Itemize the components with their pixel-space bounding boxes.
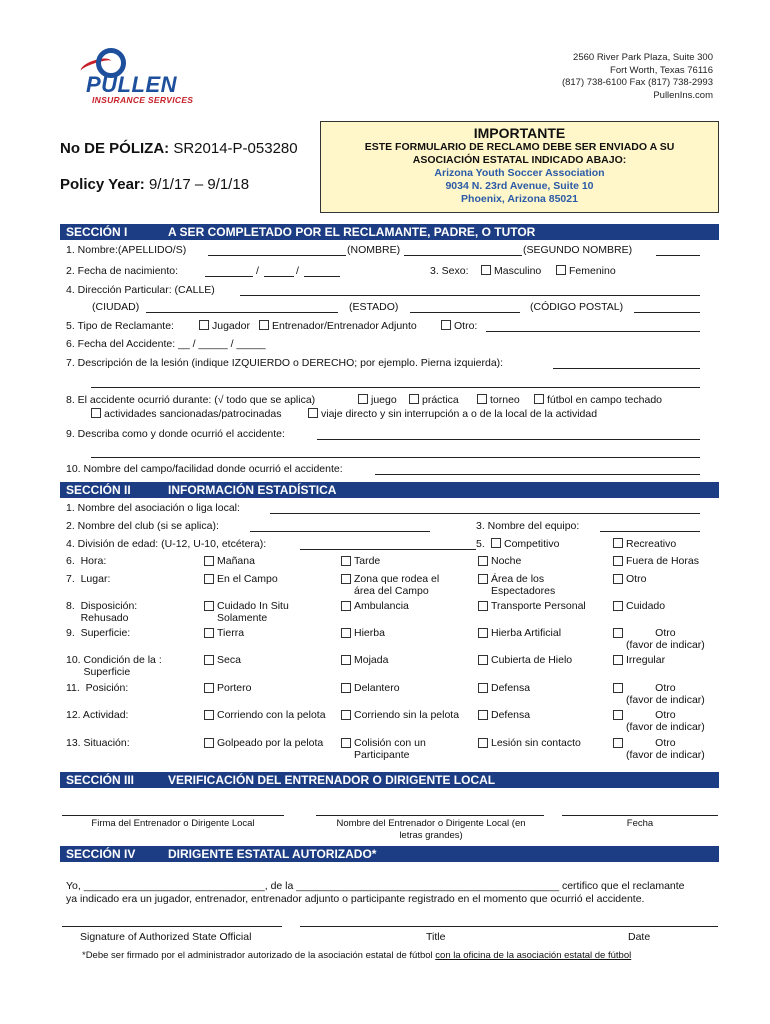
policy-number-value: SR2014-P-053280: [173, 140, 298, 157]
city-label: (CIUDAD): [92, 301, 140, 313]
association-street: 9034 N. 23rd Avenue, Suite 10: [445, 180, 594, 192]
section-label: SECCIÓN III: [66, 773, 135, 787]
option-label: Otro: [626, 573, 647, 585]
option-label: Jugador: [212, 320, 250, 332]
address-phone: (817) 738-6100 Fax (817) 738-2993: [561, 77, 713, 88]
checkbox-icon[interactable]: [613, 628, 623, 638]
option-label: práctica: [422, 394, 459, 406]
sex-female[interactable]: [556, 265, 616, 277]
coach-date-label: Fecha: [626, 818, 654, 829]
option-label: Cubierta de Hielo: [491, 654, 573, 666]
address-line: Fort Worth, Texas 76116: [610, 64, 713, 76]
option-label: Corriendo con la pelota: [217, 709, 326, 721]
checkbox-icon[interactable]: [341, 601, 351, 611]
team-field[interactable]: [600, 531, 700, 532]
dob-separator: /: [256, 265, 259, 277]
checkbox-icon[interactable]: [341, 628, 351, 638]
checkbox-icon[interactable]: [341, 710, 351, 720]
zip-field[interactable]: [634, 312, 700, 313]
stat-option[interactable]: [613, 682, 705, 706]
accident-during-label: 8. El accidente ocurrió durante: (√ todo que se aplica): [66, 394, 316, 406]
claimant-type-label: 5. Tipo de Reclamante:: [66, 320, 174, 332]
stat-option[interactable]: [341, 600, 409, 612]
stat-row-label: 10. Condición de la : Superficie: [66, 654, 162, 678]
stat-option[interactable]: [613, 627, 705, 651]
checkbox-icon[interactable]: [204, 683, 214, 693]
checkbox-icon[interactable]: [534, 394, 544, 404]
policy-number-label: No DE PÓLIZA:: [60, 140, 170, 157]
option-label: Otro (favor de indicar): [626, 682, 705, 706]
option-label: Portero: [217, 682, 252, 694]
address-line: 2560 River Park Plaza, Suite 300: [573, 52, 713, 63]
stat-option[interactable]: [341, 654, 388, 666]
option-label: Seca: [217, 654, 241, 666]
option-label: viaje directo y sin interrupción a o de la local de la actividad: [321, 408, 598, 420]
club-label: 2. Nombre del club (si se aplica):: [66, 520, 219, 532]
option-label: Femenino: [569, 265, 616, 277]
claimant-player[interactable]: [199, 320, 250, 332]
stat-row-label: 6. Hora:: [66, 555, 107, 567]
footnote-underlined: con la oficina de la asociación estatal de fútbol: [435, 950, 632, 961]
option-label: Masculino: [494, 265, 542, 277]
checkbox-icon[interactable]: [478, 601, 488, 611]
important-notice: [320, 121, 719, 213]
checkbox-icon[interactable]: [341, 556, 351, 566]
official-title-field[interactable]: [300, 926, 570, 927]
during-indoor[interactable]: [534, 394, 662, 406]
option-label: Otro (favor de indicar): [626, 709, 705, 733]
checkbox-icon[interactable]: [199, 320, 209, 330]
logo-subtitle: INSURANCE SERVICES: [92, 95, 194, 105]
coach-signature-field[interactable]: [62, 815, 284, 816]
stat-option[interactable]: [204, 709, 326, 721]
during-game[interactable]: [358, 394, 397, 406]
league-label: 1. Nombre del asociación o liga local:: [66, 502, 240, 514]
option-label: Defensa: [491, 709, 531, 721]
option-label: Corriendo sin la pelota: [354, 709, 460, 721]
checkbox-icon[interactable]: [204, 574, 214, 584]
city-field[interactable]: [146, 312, 338, 313]
option-label: actividades sancionadas/patrocinadas: [104, 408, 282, 420]
during-sanctioned[interactable]: [91, 408, 281, 420]
dob-month-field[interactable]: [205, 276, 253, 277]
option-label: Colisión con un Participante: [354, 737, 426, 761]
checkbox-icon[interactable]: [91, 408, 101, 418]
official-date-label: Date: [628, 931, 651, 943]
checkbox-icon[interactable]: [341, 574, 351, 584]
sex-label: 3. Sexo:: [430, 265, 469, 277]
state-field[interactable]: [410, 312, 520, 313]
option-label: Noche: [491, 555, 522, 567]
checkbox-icon[interactable]: [204, 738, 214, 748]
option-label: Mañana: [217, 555, 255, 567]
official-signature-field[interactable]: [62, 926, 282, 927]
stat-row-label: 12. Actividad:: [66, 709, 129, 721]
stat-option[interactable]: [478, 600, 586, 612]
recreational-option[interactable]: [613, 538, 676, 550]
option-label: En el Campo: [217, 573, 278, 585]
stat-option[interactable]: [478, 627, 561, 639]
stat-option[interactable]: [478, 654, 572, 666]
checkbox-icon[interactable]: [477, 394, 487, 404]
stat-row-label: 9. Superficie:: [66, 627, 131, 639]
checkbox-icon[interactable]: [341, 683, 351, 693]
checkbox-icon[interactable]: [341, 655, 351, 665]
q-name-label: 1. Nombre:(APELLIDO/S): [66, 244, 187, 256]
option-label: Área de los Espectadores: [491, 573, 556, 597]
certify-statement: Yo, _______________________________, de la _____________________________________________ certifico que el reclamante: [66, 880, 685, 892]
checkbox-icon[interactable]: [613, 738, 623, 748]
stat-option[interactable]: [613, 555, 699, 567]
checkbox-icon[interactable]: [613, 655, 623, 665]
option-label: Irregular: [626, 654, 666, 666]
checkbox-icon[interactable]: [204, 628, 214, 638]
age-division-label: 4. División de edad: (U-12, U-10, etcétera):: [66, 538, 267, 550]
checkbox-icon[interactable]: [478, 574, 488, 584]
stat-option[interactable]: [478, 737, 581, 749]
section-3-header: [60, 772, 719, 788]
address-label: 4. Dirección Particular: (CALLE): [66, 284, 215, 296]
stat-option[interactable]: [341, 627, 385, 639]
option-label: Lesión sin contacto: [491, 737, 581, 749]
stat-option[interactable]: [341, 573, 439, 597]
accident-describe-field[interactable]: [317, 439, 700, 440]
stat-option[interactable]: [478, 682, 530, 694]
stat-row-label: 13. Situación:: [66, 737, 130, 749]
option-label: Hierba Artificial: [491, 627, 562, 639]
checkbox-icon[interactable]: [556, 265, 566, 275]
checkbox-icon[interactable]: [478, 738, 488, 748]
middle-name-field[interactable]: [656, 255, 700, 256]
checkbox-icon[interactable]: [204, 556, 214, 566]
checkbox-icon[interactable]: [613, 710, 623, 720]
claimant-other[interactable]: [441, 320, 477, 332]
option-label: Cuidado: [626, 600, 666, 612]
option-label: Delantero: [354, 682, 400, 694]
stat-option[interactable]: [613, 737, 705, 761]
stat-option[interactable]: [204, 555, 255, 567]
option-label: juego: [371, 394, 397, 406]
last-name-field[interactable]: [208, 255, 346, 256]
checkbox-icon[interactable]: [481, 265, 491, 275]
policy-year-label: Policy Year:: [60, 176, 145, 193]
stat-option[interactable]: [341, 709, 459, 721]
dob-day-field[interactable]: [264, 276, 294, 277]
accident-describe-line2[interactable]: [91, 457, 700, 458]
stat-option[interactable]: [613, 654, 665, 666]
logo-name: PULLEN: [86, 72, 177, 97]
option-label: Tierra: [217, 627, 245, 639]
option-label: Otro (favor de indicar): [626, 737, 705, 761]
league-field[interactable]: [270, 513, 700, 514]
claimant-other-field[interactable]: [486, 331, 700, 332]
stat-option[interactable]: [613, 573, 646, 585]
option-label: Otro:: [454, 320, 478, 332]
field-name-field[interactable]: [375, 474, 700, 475]
dob-label: 2. Fecha de nacimiento:: [66, 265, 179, 277]
club-field[interactable]: [250, 531, 430, 532]
option-label: Zona que rodea el área del Campo: [354, 573, 440, 597]
checkbox-icon[interactable]: [441, 320, 451, 330]
option-label: Recreativo: [626, 538, 677, 550]
checkbox-icon[interactable]: [358, 394, 368, 404]
zip-label: (CÓDIGO POSTAL): [530, 301, 624, 313]
footnote: [82, 950, 631, 961]
accident-date: 6. Fecha del Accidente: __ / _____ / _____: [66, 338, 266, 350]
policy-year: [60, 176, 249, 193]
important-title: IMPORTANTE: [473, 125, 566, 141]
sex-male[interactable]: [481, 265, 541, 277]
stat-row-label: 11. Posición:: [66, 682, 129, 694]
checkbox-icon[interactable]: [478, 683, 488, 693]
checkbox-icon[interactable]: [478, 655, 488, 665]
checkbox-icon[interactable]: [341, 738, 351, 748]
checkbox-icon[interactable]: [409, 394, 419, 404]
stat-option[interactable]: [341, 555, 380, 567]
dob-separator: /: [296, 265, 299, 277]
option-label: Competitivo: [504, 538, 560, 550]
coach-signature-label: Firma del Entrenador o Dirigente Local: [91, 818, 255, 829]
injury-description-line2[interactable]: [91, 387, 700, 388]
stat-row-label: 7. Lugar:: [66, 573, 111, 585]
section-label: SECCIÓN II: [66, 483, 131, 497]
checkbox-icon[interactable]: [478, 628, 488, 638]
policy-year-value: 9/1/17 – 9/1/18: [148, 176, 250, 193]
accident-describe-label: 9. Describa como y donde ocurrió el accidente:: [66, 428, 285, 440]
option-label: Defensa: [491, 682, 531, 694]
section-4-header: [60, 846, 719, 862]
option-label: Golpeado por la pelota: [217, 737, 324, 749]
age-division-field[interactable]: [300, 549, 476, 550]
policy-number: [60, 140, 298, 157]
coach-date-field[interactable]: [562, 815, 718, 816]
coach-name-field[interactable]: [316, 815, 544, 816]
section-2-header: [60, 482, 719, 498]
checkbox-icon[interactable]: [613, 556, 623, 566]
official-title-label: Title: [426, 931, 446, 943]
option-label: Hierba: [354, 627, 385, 639]
stat-option[interactable]: [341, 682, 400, 694]
section-1-header: [60, 224, 719, 240]
competitive-option[interactable]: [491, 538, 559, 550]
section-title: VERIFICACIÓN DEL ENTRENADOR O DIRIGENTE LOCAL: [168, 773, 496, 787]
option-label: Otro (favor de indicar): [626, 627, 705, 651]
first-name-label: (NOMBRE): [347, 244, 401, 256]
stat-option[interactable]: [204, 737, 323, 749]
checkbox-icon[interactable]: [613, 601, 623, 611]
stat-option[interactable]: [341, 737, 426, 761]
section-label: SECCIÓN I: [66, 225, 128, 239]
stat-option[interactable]: [613, 709, 705, 733]
injury-description-label: 7. Descripción de la lesión (indique IZQUIERDO o DERECHO; por ejemplo. Pierna izquierda):: [66, 357, 504, 369]
coach-name-label: Nombre del Entrenador o Dirigente Local (en letras grandes): [336, 818, 526, 841]
option-label: Mojada: [354, 654, 389, 666]
first-name-field[interactable]: [404, 255, 522, 256]
stat-option[interactable]: [204, 654, 241, 666]
q5-label: 5.: [476, 538, 485, 550]
during-travel[interactable]: [308, 408, 597, 420]
stat-option[interactable]: [478, 709, 530, 721]
checkbox-icon[interactable]: [204, 601, 214, 611]
checkbox-icon[interactable]: [613, 574, 623, 584]
dob-year-field[interactable]: [304, 276, 340, 277]
official-signature-label: Signature of Authorized State Official: [80, 931, 252, 943]
option-label: Cuidado In Situ Solamente: [217, 600, 289, 624]
checkbox-icon[interactable]: [259, 320, 269, 330]
option-label: Fuera de Horas: [626, 555, 699, 567]
stat-option[interactable]: [478, 555, 521, 567]
important-line: ESTE FORMULARIO DE RECLAMO DEBE SER ENVIADO A SU: [364, 141, 675, 153]
state-label: (ESTADO): [349, 301, 399, 313]
checkbox-icon[interactable]: [491, 538, 501, 548]
stat-option[interactable]: [478, 573, 555, 597]
checkbox-icon[interactable]: [478, 710, 488, 720]
team-label: 3. Nombre del equipo:: [476, 520, 580, 532]
important-line: ASOCIACIÓN ESTATAL INDICADO ABAJO:: [412, 154, 627, 166]
option-label: torneo: [490, 394, 520, 406]
section-title: A SER COMPLETADO POR EL RECLAMANTE, PADRE, O TUTOR: [168, 225, 536, 239]
option-label: Entrenador/Entrenador Adjunto: [272, 320, 417, 332]
checkbox-icon[interactable]: [478, 556, 488, 566]
checkbox-icon[interactable]: [204, 655, 214, 665]
during-practice[interactable]: [409, 394, 459, 406]
stat-option[interactable]: [204, 573, 278, 585]
claimant-coach[interactable]: [259, 320, 417, 332]
association-name: Arizona Youth Soccer Association: [434, 167, 605, 179]
stat-option[interactable]: [613, 600, 665, 612]
field-name-label: 10. Nombre del campo/facilidad donde ocurrió el accidente:: [66, 463, 343, 475]
option-label: Transporte Personal: [491, 600, 586, 612]
certify-statement-2: ya indicado era un jugador, entrenador, entrenador adjunto o participante registrado en el momento que ocurrió el accidente.: [66, 893, 645, 905]
section-title: INFORMACIÓN ESTADÍSTICA: [168, 483, 337, 497]
option-label: Tarde: [354, 555, 381, 567]
address-web: PullenIns.com: [653, 89, 713, 101]
injury-description-field[interactable]: [553, 368, 700, 369]
option-label: fútbol en campo techado: [547, 394, 662, 406]
during-tournament[interactable]: [477, 394, 520, 406]
checkbox-icon[interactable]: [308, 408, 318, 418]
middle-name-label: (SEGUNDO NOMBRE): [523, 244, 633, 256]
checkbox-icon[interactable]: [613, 538, 623, 548]
stat-option[interactable]: [204, 600, 289, 624]
official-date-field[interactable]: [566, 926, 718, 927]
checkbox-icon[interactable]: [613, 683, 623, 693]
section-label: SECCIÓN IV: [66, 847, 136, 861]
stat-option[interactable]: [204, 682, 251, 694]
street-field[interactable]: [240, 295, 700, 296]
section-title: DIRIGENTE ESTATAL AUTORIZADO*: [168, 847, 377, 861]
stat-option[interactable]: [204, 627, 244, 639]
checkbox-icon[interactable]: [204, 710, 214, 720]
footnote-text: *Debe ser firmado por el administrador autorizado de la asociación estatal de fútbol: [82, 950, 436, 961]
company-address: [562, 52, 713, 102]
option-label: Ambulancia: [354, 600, 409, 612]
stat-row-label: 8. Disposición: Rehusado: [66, 600, 138, 624]
association-city: Phoenix, Arizona 85021: [461, 193, 578, 205]
